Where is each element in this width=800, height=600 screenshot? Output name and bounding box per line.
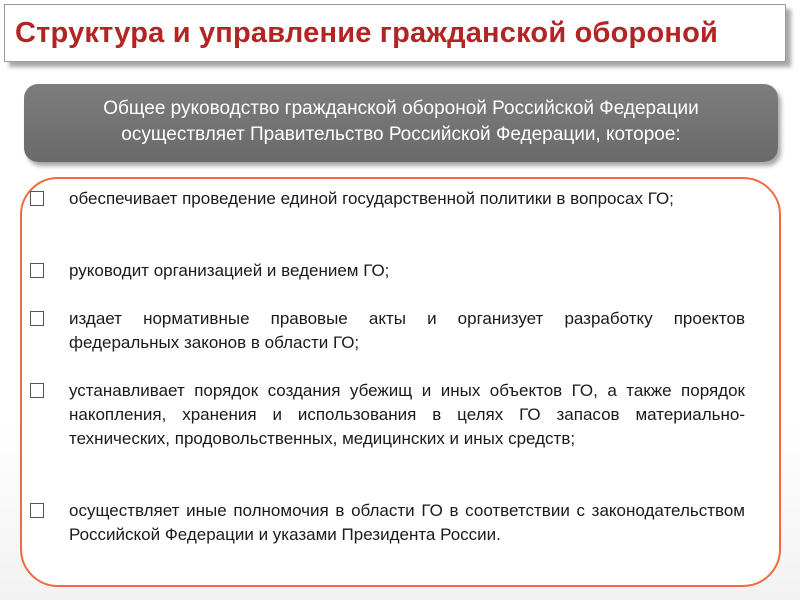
- list-item-text: осуществляет иные полномочия в области ГО в соответствии с законодательством Российской Федерации и указами Президента России.: [69, 501, 745, 544]
- checkbox-bullet-icon: [30, 263, 44, 278]
- page-title: Структура и управление гражданской обороной: [15, 17, 719, 49]
- intro-text: [34, 96, 768, 148]
- list-item-text: издает нормативные правовые акты и организует разработку проектов федеральных законов в области ГО;: [69, 309, 745, 352]
- checkbox-bullet-icon: [30, 383, 44, 398]
- list-item-text: устанавливает порядок создания убежищ и иных объектов ГО, а также порядок накопления, хранения и использования в целях ГО запасов материально-технических, продовольственных, медицинских и иных средств;: [69, 381, 745, 448]
- checkbox-bullet-icon: [30, 191, 44, 206]
- intro-box: [24, 84, 778, 162]
- checkbox-bullet-icon: [30, 503, 44, 518]
- checkbox-bullet-icon: [30, 311, 44, 326]
- intro-line-1: Общее руководство гражданской обороной Российской Федерации: [103, 98, 699, 119]
- list-item-text: обеспечивает проведение единой государственной политики в вопросах ГО;: [69, 189, 674, 208]
- intro-line-2: осуществляет Правительство Российской Федерации, которое:: [121, 124, 681, 145]
- title-box: [4, 4, 786, 62]
- list-item-text: руководит организацией и ведением ГО;: [69, 261, 390, 280]
